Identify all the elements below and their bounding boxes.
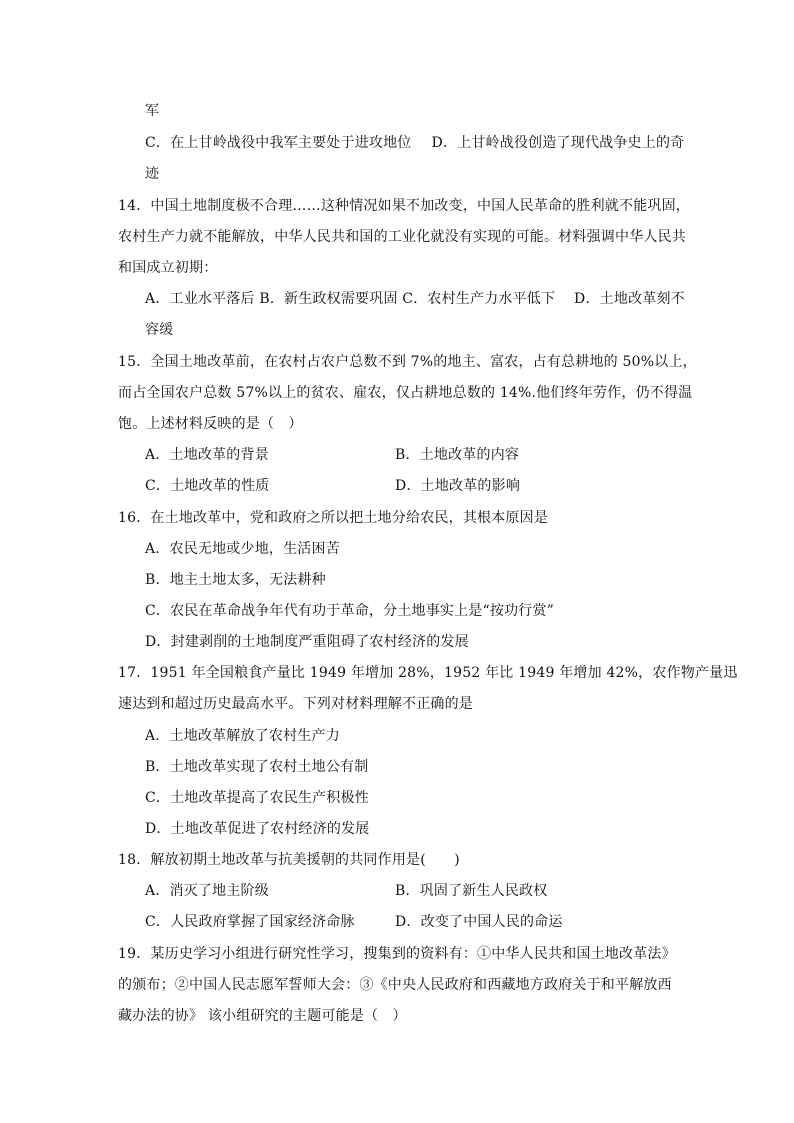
q18-options-cd xyxy=(145,912,563,932)
q18-option-c: C．人民政府掌握了国家经济命脉 xyxy=(145,914,355,930)
q16-option-c: C．农民在革命战争年代有功于革命，分土地事实上是“按功行赏” xyxy=(145,603,555,619)
q18-option-b: B．巩固了新生人民政权 xyxy=(395,883,548,899)
q15-stem-line1: 15．全国土地改革前，在农村占农户总数不到 7%的地主、富农，占有总耕地的 50%以上， xyxy=(118,354,697,370)
q15-option-b: B．土地改革的内容 xyxy=(395,447,520,463)
q18-option-a: A．消灭了地主阶级 xyxy=(145,883,269,899)
q19-stem-line2: 的颁布；②中国人民志愿军誓师大会：③《中央人民政府和西藏地方政府关于和平解放西 xyxy=(118,977,672,993)
q14-stem-line2: 农村生产力就不能解放，中华人民共和国的工业化就没有实现的可能。材料强调中华人民共 xyxy=(118,229,686,245)
q15-option-d: D．土地改革的影响 xyxy=(395,478,521,494)
q13-option-d: D．上甘岭战役创造了现代战争史上的奇 xyxy=(431,135,685,151)
q17-option-b: B．土地改革实现了农村土地公有制 xyxy=(145,759,369,775)
q13-option-d-continuation: 迹 xyxy=(145,166,160,182)
q17-option-d: D．土地改革促进了农村经济的发展 xyxy=(145,821,370,837)
q15-stem-line3: 饱。上述材料反映的是（ ） xyxy=(118,416,303,432)
q13-option-b-continuation: 军 xyxy=(145,103,160,119)
q14-options: A．工业水平落后 B．新生政权需要巩固 C．农村生产力水平低下 D．土地改革刻不 xyxy=(145,291,685,307)
q13-options-cd xyxy=(145,133,684,153)
q14-stem-line3: 和国成立初期： xyxy=(118,260,218,276)
q16-option-d: D．封建剥削的土地制度严重阻碍了农村经济的发展 xyxy=(145,634,469,650)
q16-option-b: B．地主土地太多，无法耕种 xyxy=(145,572,326,588)
q17-stem-line2: 速达到和超过历史最高水平。下列对材料理解不正确的是 xyxy=(118,696,473,712)
q16-option-a: A．农民无地或少地，生活困苦 xyxy=(145,541,340,557)
q19-stem-line1: 19．某历史学习小组进行研究性学习，搜集到的资料有：①中华人民共和国土地改革法》 xyxy=(118,946,676,962)
q14-options-continuation: 容缓 xyxy=(145,322,174,338)
q15-options-ab xyxy=(145,445,520,465)
q16-stem: 16．在土地改革中，党和政府之所以把土地分给农民，其根本原因是 xyxy=(118,510,549,526)
q15-options-cd xyxy=(145,476,521,496)
q17-option-c: C．土地改革提高了农民生产积极性 xyxy=(145,790,369,806)
q15-option-a: A．土地改革的背景 xyxy=(145,447,269,463)
q15-stem-line2: 而占全国农户总数 57%以上的贫农、雇农，仅占耕地总数的 14%.他们终年劳作，仍不得温 xyxy=(118,385,693,401)
q18-option-d: D．改变了中国人民的命运 xyxy=(395,914,563,930)
q13-option-c: C．在上甘岭战役中我军主要处于进攻地位 xyxy=(145,135,412,151)
q18-options-ab xyxy=(145,881,548,901)
q17-stem-line1: 17．1951 年全国粮食产量比 1949 年增加 28%，1952 年比 1949 年增加 42%，农作物产量迅 xyxy=(118,665,738,681)
q17-option-a: A．土地改革解放了农村生产力 xyxy=(145,728,340,744)
q19-stem-line3: 藏办法的协》 该小组研究的主题可能是（ ） xyxy=(118,1008,407,1024)
q18-stem: 18．解放初期土地改革与抗美援朝的共同作用是( ) xyxy=(118,852,460,868)
q14-stem-line1: 14．中国土地制度极不合理……这种情况如果不加改变，中国人民革命的胜利就不能巩固， xyxy=(118,198,691,214)
q15-option-c: C．土地改革的性质 xyxy=(145,478,270,494)
